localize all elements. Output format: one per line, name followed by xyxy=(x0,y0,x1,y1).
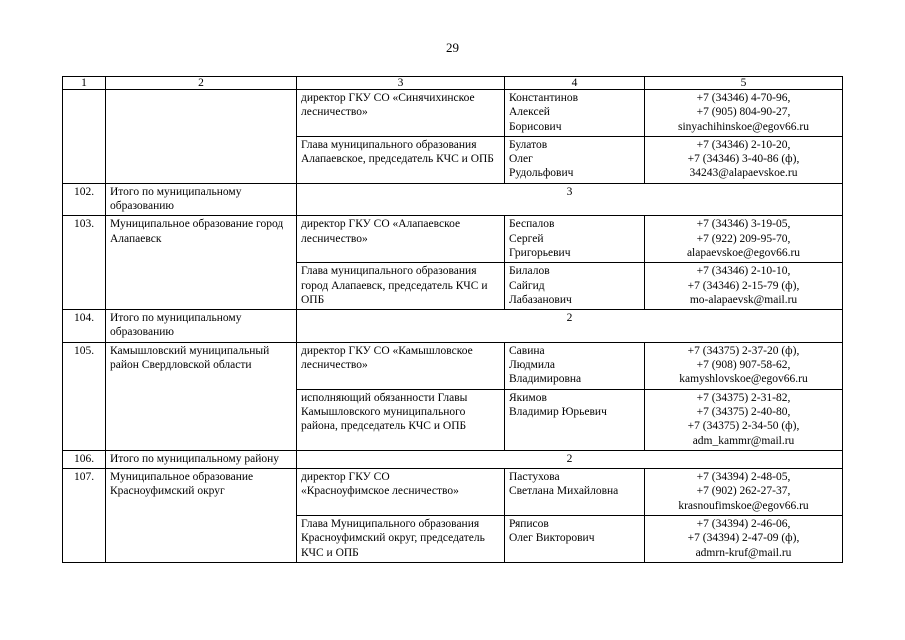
municipality-cell: Муниципальное образование город Алапаевск xyxy=(106,216,297,310)
person-name-cell: Пастухова Светлана Михайловна xyxy=(505,469,645,516)
row-number-cell: 106. xyxy=(63,450,106,468)
position-cell: директор ГКУ СО «Красноуфимское лесничество» xyxy=(297,469,505,516)
contacts-cell: +7 (34375) 2-37-20 (ф), +7 (908) 907-58-62, kamyshlovskoe@egov66.ru xyxy=(645,342,843,389)
header-cell: 1 xyxy=(63,77,106,90)
table-row xyxy=(63,342,843,389)
table-row xyxy=(63,90,843,137)
person-name-cell: Билалов Сайгид Лабазанович xyxy=(505,263,645,310)
contacts-cell: +7 (34346) 4-70-96, +7 (905) 804-90-27, sinyachihinskoe@egov66.ru xyxy=(645,90,843,137)
header-cell: 3 xyxy=(297,77,505,90)
municipality-cell xyxy=(106,90,297,184)
total-row xyxy=(63,450,843,468)
position-cell: Глава Муниципального образования Красноуфимский округ, председатель КЧС и ОПБ xyxy=(297,516,505,563)
position-cell: директор ГКУ СО «Синячихинское лесничество» xyxy=(297,90,505,137)
total-row xyxy=(63,310,843,343)
total-label-cell: Итого по муниципальному району xyxy=(106,450,297,468)
position-cell: Глава муниципального образования Алапаевское, председатель КЧС и ОПБ xyxy=(297,136,505,183)
total-count-cell: 3 xyxy=(297,183,843,216)
person-name-cell: Константинов Алексей Борисович xyxy=(505,90,645,137)
contacts-cell: +7 (34346) 2-10-10, +7 (34346) 2-15-79 (ф), mo-alapaevsk@mail.ru xyxy=(645,263,843,310)
header-cell: 5 xyxy=(645,77,843,90)
row-number-cell: 105. xyxy=(63,342,106,450)
person-name-cell: Савина Людмила Владимировна xyxy=(505,342,645,389)
position-cell: директор ГКУ СО «Камышловское лесничество» xyxy=(297,342,505,389)
person-name-cell: Ряписов Олег Викторович xyxy=(505,516,645,563)
header-cell: 2 xyxy=(106,77,297,90)
row-number-cell: 103. xyxy=(63,216,106,310)
total-row xyxy=(63,183,843,216)
table-header-row xyxy=(63,77,843,90)
row-number-cell: 107. xyxy=(63,469,106,563)
row-number-cell: 102. xyxy=(63,183,106,216)
contacts-cell: +7 (34346) 3-19-05, +7 (922) 209-95-70, alapaevskoe@egov66.ru xyxy=(645,216,843,263)
municipality-cell: Камышловский муниципальный район Свердловской области xyxy=(106,342,297,450)
person-name-cell: Булатов Олег Рудольфович xyxy=(505,136,645,183)
position-cell: Глава муниципального образования город Алапаевск, председатель КЧС и ОПБ xyxy=(297,263,505,310)
person-name-cell: Якимов Владимир Юрьевич xyxy=(505,389,645,450)
total-label-cell: Итого по муниципальному образованию xyxy=(106,310,297,343)
person-name-cell: Беспалов Сергей Григорьевич xyxy=(505,216,645,263)
contacts-cell: +7 (34346) 2-10-20, +7 (34346) 3-40-86 (ф), 34243@alapaevskoe.ru xyxy=(645,136,843,183)
position-cell: директор ГКУ СО «Алапаевское лесничество» xyxy=(297,216,505,263)
total-count-cell: 2 xyxy=(297,450,843,468)
total-label-cell: Итого по муниципальному образованию xyxy=(106,183,297,216)
row-number-cell: 104. xyxy=(63,310,106,343)
table-row xyxy=(63,469,843,516)
page-number: 29 xyxy=(446,40,459,55)
header-cell: 4 xyxy=(505,77,645,90)
contacts-cell: +7 (34375) 2-31-82, +7 (34375) 2-40-80, +7 (34375) 2-34-50 (ф), adm_kammr@mail.ru xyxy=(645,389,843,450)
total-count-cell: 2 xyxy=(297,310,843,343)
position-cell: исполняющий обязанности Главы Камышловского муниципального района, председатель КЧС и ОПБ xyxy=(297,389,505,450)
contacts-table xyxy=(62,76,843,563)
municipality-cell: Муниципальное образование Красноуфимский округ xyxy=(106,469,297,563)
table-row xyxy=(63,216,843,263)
contacts-cell: +7 (34394) 2-46-06, +7 (34394) 2-47-09 (ф), admrn-kruf@mail.ru xyxy=(645,516,843,563)
contacts-cell: +7 (34394) 2-48-05, +7 (902) 262-27-37, krasnoufimskoe@egov66.ru xyxy=(645,469,843,516)
row-number-cell xyxy=(63,90,106,184)
